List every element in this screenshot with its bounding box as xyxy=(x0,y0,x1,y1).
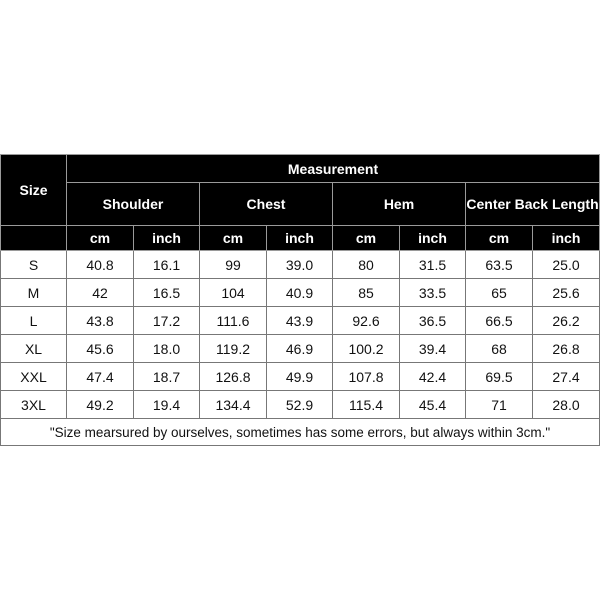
measurement-cell: 16.1 xyxy=(134,251,200,279)
size-cell: L xyxy=(1,307,67,335)
measurement-cell: 18.0 xyxy=(134,335,200,363)
measurement-cell: 69.5 xyxy=(466,363,533,391)
size-cell: XXL xyxy=(1,363,67,391)
measurement-cell: 85 xyxy=(333,279,400,307)
measurement-cell: 26.2 xyxy=(533,307,600,335)
center-back-length-header: Center Back Length xyxy=(466,183,600,226)
unit-spacer xyxy=(1,226,67,251)
table-row xyxy=(1,335,600,363)
measurement-cell: 63.5 xyxy=(466,251,533,279)
size-note: "Size mearsured by ourselves, sometimes has some errors, but always within 3cm." xyxy=(1,419,600,446)
table-row xyxy=(1,251,600,279)
measurement-cell: 52.9 xyxy=(267,391,333,419)
measurement-cell: 104 xyxy=(200,279,267,307)
measurement-cell: 49.2 xyxy=(67,391,134,419)
measurement-cell: 16.5 xyxy=(134,279,200,307)
measurement-cell: 92.6 xyxy=(333,307,400,335)
measurement-cell: 80 xyxy=(333,251,400,279)
measurement-cell: 40.9 xyxy=(267,279,333,307)
measurement-cell: 40.8 xyxy=(67,251,134,279)
size-cell: M xyxy=(1,279,67,307)
measurement-cell: 47.4 xyxy=(67,363,134,391)
measurement-cell: 66.5 xyxy=(466,307,533,335)
unit-header: inch xyxy=(267,226,333,251)
measurement-cell: 71 xyxy=(466,391,533,419)
measurement-cell: 45.4 xyxy=(400,391,466,419)
measurement-cell: 46.9 xyxy=(267,335,333,363)
measurement-cell: 42 xyxy=(67,279,134,307)
measurement-cell: 65 xyxy=(466,279,533,307)
size-cell: XL xyxy=(1,335,67,363)
measurement-cell: 49.9 xyxy=(267,363,333,391)
hem-header: Hem xyxy=(333,183,466,226)
measurement-cell: 43.8 xyxy=(67,307,134,335)
size-header: Size xyxy=(1,155,67,226)
measurement-cell: 43.9 xyxy=(267,307,333,335)
measurement-cell: 17.2 xyxy=(134,307,200,335)
table-row xyxy=(1,307,600,335)
measurement-cell: 100.2 xyxy=(333,335,400,363)
measurement-cell: 42.4 xyxy=(400,363,466,391)
measurement-cell: 25.0 xyxy=(533,251,600,279)
size-cell: 3XL xyxy=(1,391,67,419)
measurement-cell: 107.8 xyxy=(333,363,400,391)
measurement-cell: 45.6 xyxy=(67,335,134,363)
unit-header: inch xyxy=(533,226,600,251)
table-row xyxy=(1,279,600,307)
measurement-cell: 68 xyxy=(466,335,533,363)
measurement-cell: 19.4 xyxy=(134,391,200,419)
size-chart-table xyxy=(0,154,600,446)
measurement-cell: 28.0 xyxy=(533,391,600,419)
measurement-cell: 119.2 xyxy=(200,335,267,363)
measurement-cell: 99 xyxy=(200,251,267,279)
measurement-cell: 115.4 xyxy=(333,391,400,419)
measurement-header: Measurement xyxy=(67,155,600,183)
unit-header: cm xyxy=(200,226,267,251)
size-cell: S xyxy=(1,251,67,279)
measurement-cell: 33.5 xyxy=(400,279,466,307)
measurement-cell: 36.5 xyxy=(400,307,466,335)
measurement-cell: 26.8 xyxy=(533,335,600,363)
measurement-cell: 134.4 xyxy=(200,391,267,419)
measurement-cell: 25.6 xyxy=(533,279,600,307)
measurement-cell: 31.5 xyxy=(400,251,466,279)
unit-header: cm xyxy=(67,226,134,251)
chest-header: Chest xyxy=(200,183,333,226)
size-rows xyxy=(1,251,600,446)
measurement-cell: 111.6 xyxy=(200,307,267,335)
measurement-cell: 126.8 xyxy=(200,363,267,391)
unit-header: inch xyxy=(400,226,466,251)
measurement-cell: 18.7 xyxy=(134,363,200,391)
unit-header: cm xyxy=(333,226,400,251)
unit-header: inch xyxy=(134,226,200,251)
measurement-cell: 39.4 xyxy=(400,335,466,363)
unit-header: cm xyxy=(466,226,533,251)
table-row xyxy=(1,363,600,391)
shoulder-header: Shoulder xyxy=(67,183,200,226)
table-row xyxy=(1,391,600,419)
measurement-cell: 39.0 xyxy=(267,251,333,279)
measurement-cell: 27.4 xyxy=(533,363,600,391)
